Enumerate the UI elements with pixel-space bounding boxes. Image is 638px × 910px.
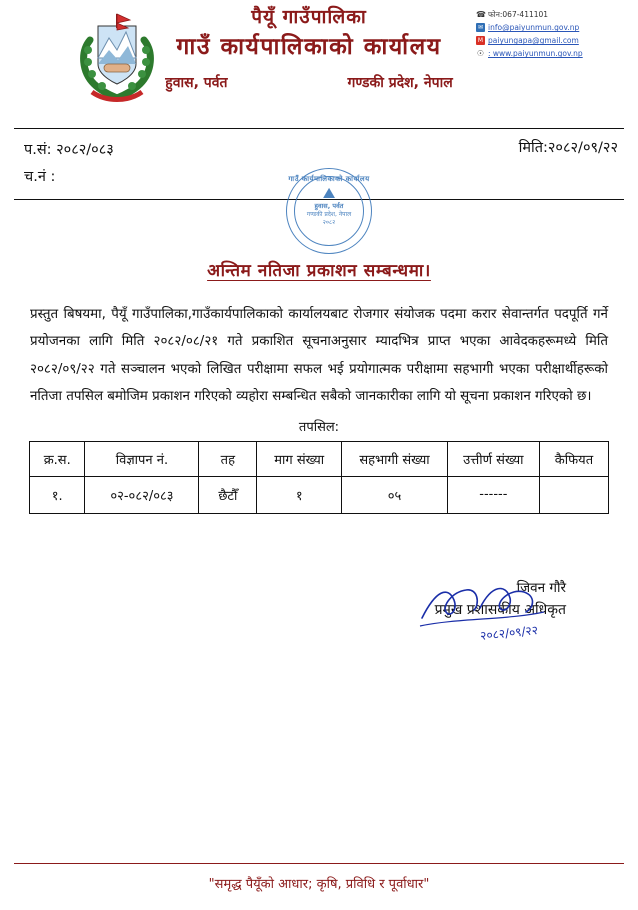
cell-participant: ०५ bbox=[342, 476, 448, 513]
document-header bbox=[14, 0, 624, 126]
stamp-year: २०८२ bbox=[322, 219, 336, 227]
col-serial: क्र.स. bbox=[30, 441, 85, 476]
footer-divider bbox=[14, 863, 624, 864]
document-date: मिति:२०८२/०९/२२ bbox=[518, 140, 618, 156]
stamp-emblem-icon: ⛰ bbox=[322, 184, 336, 203]
table-header-row bbox=[30, 441, 609, 476]
signature-block bbox=[14, 578, 624, 688]
phone-icon: ☎ bbox=[476, 10, 486, 20]
cell-demand: १ bbox=[257, 476, 342, 513]
signatory-post: प्रमुख प्रशासकीय अधिकृत bbox=[434, 601, 566, 618]
patra-sankhya: प.सं: २०८२/०८३ bbox=[24, 142, 114, 158]
stamp-inner-ring bbox=[294, 176, 364, 246]
location-local: हुवास, पर्वत bbox=[165, 74, 228, 91]
globe-icon: ☉ bbox=[476, 49, 485, 59]
signatory-name: जिवन गौरै bbox=[516, 579, 566, 596]
page-title: अन्तिम नतिजा प्रकाशन सम्बन्धमा। bbox=[207, 260, 431, 281]
gmail-icon: M bbox=[477, 37, 484, 45]
col-passed: उत्तीर्ण संख्या bbox=[447, 441, 539, 476]
contact-email-row[interactable] bbox=[476, 21, 624, 34]
cell-level: छैटौँ bbox=[199, 476, 257, 513]
municipality-name: पैयूँ गाउँपालिका bbox=[251, 6, 367, 28]
contact-gmail-row[interactable] bbox=[476, 34, 624, 47]
stamp-top-text: गाउँ कार्यपालिकाको कार्यालय bbox=[288, 175, 370, 183]
contact-website[interactable]: : www.paiyunmun.gov.np bbox=[488, 49, 583, 59]
col-remarks: कैफियत bbox=[539, 441, 608, 476]
cell-serial: १. bbox=[30, 476, 85, 513]
contact-phone-row bbox=[476, 8, 624, 21]
nepal-emblem-icon bbox=[76, 6, 158, 102]
document-footer bbox=[14, 863, 624, 892]
col-demand: माग संख्या bbox=[257, 441, 342, 476]
col-participant: सहभागी संख्या bbox=[342, 441, 448, 476]
chalani-no: च.नं : bbox=[24, 168, 56, 185]
result-table bbox=[29, 441, 609, 514]
signature-date: २०८२/०९/२२ bbox=[479, 622, 539, 643]
cell-advert-no: ०२-०८२/०८३ bbox=[85, 476, 199, 513]
col-level: तह bbox=[199, 441, 257, 476]
contact-details bbox=[476, 8, 624, 61]
contact-phone: फोन:067-411101 bbox=[488, 10, 549, 19]
email-icon: ✉ bbox=[477, 24, 484, 32]
table-row bbox=[30, 476, 609, 513]
contact-gmail[interactable]: paiyungapa@gmail.com bbox=[488, 36, 579, 46]
location-province: गण्डकी प्रदेश, नेपाल bbox=[347, 74, 453, 91]
col-advert-no: विज्ञापन नं. bbox=[85, 441, 199, 476]
footer-slogan: "समृद्ध पैयूँको आधार; कृषि, प्रविधि र पूर्वाधार" bbox=[208, 877, 430, 892]
stamp-mid-text: हुवास, पर्वत bbox=[314, 202, 344, 211]
notice-body: प्रस्तुत बिषयमा, पैयूँ गाउँपालिका,गाउँकार्यपालिकाको कार्यालयबाट रोजगार संयोजक पदमा करार सेवान्तर्गत पदपूर्ति गर्ने प्रयोजनका लागि मिति २०८२/०८/२१ गते प्रकाशित सूचनाअनुसार म्यादभित्र प्राप्त भएका आवेदकहरूमध्ये मिति २०८२/०९/२२ गते सञ्चालन भएको लिखित परीक्षामा सफल भई प्रयोगात्मक परीक्षामा सहभागी भएका परीक्षार्थीहरूको नतिजा तपसिल बमोजिम प्रकाशन गरिएको व्यहोरा सम्बन्धित सबैको जानकारीका लागि यो सूचना प्रकाशन गरिएको छ। bbox=[30, 306, 608, 405]
cell-passed: ------ bbox=[447, 476, 539, 513]
cell-remarks bbox=[539, 476, 608, 513]
contact-email[interactable]: info@paiyunmun.gov.np bbox=[488, 23, 580, 33]
tapasil-label: तपसिल: bbox=[298, 419, 340, 435]
stamp-bottom-text: गण्डकी प्रदेश, नेपाल bbox=[306, 211, 352, 219]
contact-website-row[interactable] bbox=[476, 47, 624, 60]
reference-left bbox=[24, 137, 114, 191]
office-name: गाउँ कार्यपालिकाको कार्यालय bbox=[176, 33, 442, 60]
office-round-stamp bbox=[286, 168, 372, 254]
